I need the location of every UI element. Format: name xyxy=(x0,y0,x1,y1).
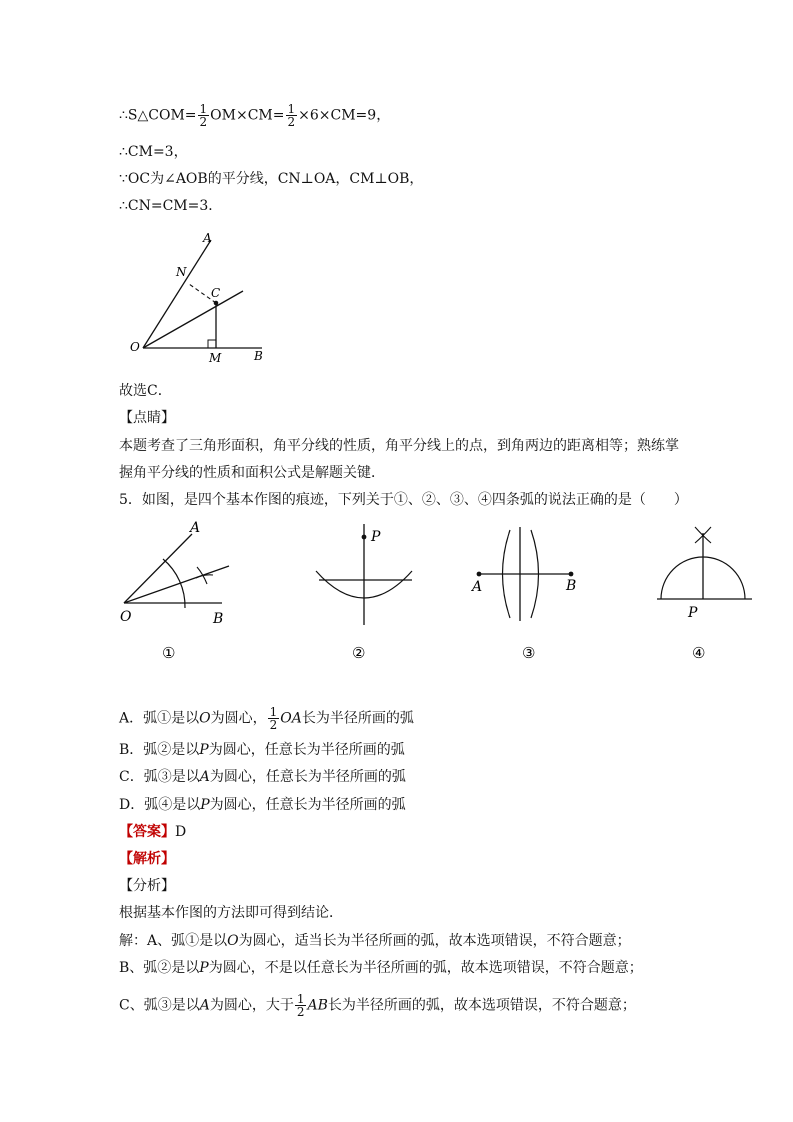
var: OA xyxy=(280,710,302,727)
figure-caption: ② xyxy=(352,644,366,662)
figure-caption: ④ xyxy=(692,644,706,662)
option-c xyxy=(119,768,406,786)
figure-caption: ① xyxy=(162,644,176,662)
text: OM×CM= xyxy=(210,107,285,124)
label-b: B xyxy=(566,578,577,594)
text: 为圆心，不是以任意长为半径所画的弧，故本选项错误，不符合题意； xyxy=(208,960,643,976)
fraction-num: 1 xyxy=(296,992,305,1006)
text: ×6×CM=9， xyxy=(298,107,391,124)
solution-line-2: ∴CM=3， xyxy=(119,144,188,160)
text: 为圆心，任意长为半径所画的弧 xyxy=(209,797,406,813)
choose-line: 故选C． xyxy=(119,383,172,399)
text: 为圆心，任意长为半径所画的弧 xyxy=(209,769,406,785)
option-a xyxy=(119,706,414,731)
answer-tag: 【答案】 xyxy=(119,824,175,840)
var: O xyxy=(227,933,239,949)
text: D．弧④是以 xyxy=(119,797,201,813)
construction-figure-2 xyxy=(316,524,412,662)
fraction-num: 1 xyxy=(269,705,278,719)
var: P xyxy=(199,742,209,758)
label-a: A xyxy=(190,520,201,536)
fraction-den: 2 xyxy=(199,115,208,129)
analysis-line xyxy=(119,850,175,868)
bisector-ray xyxy=(124,566,229,603)
var: P xyxy=(199,960,209,976)
point-b xyxy=(569,572,574,577)
text: A．弧①是以 xyxy=(119,710,200,727)
answer-value: D xyxy=(175,824,187,840)
analysis-tag: 【解析】 xyxy=(119,851,175,867)
comment-tag: 【点睛】 xyxy=(119,410,175,426)
fraction-den: 2 xyxy=(296,1005,305,1019)
construction-figure-3 xyxy=(470,527,576,662)
fenxi-text: 根据基本作图的方法即可得到结论． xyxy=(119,905,343,921)
comment-line-2: 握角平分线的性质和面积公式是解题关键． xyxy=(119,465,385,481)
fraction-den: 2 xyxy=(287,115,296,129)
solution-line-3: ∵OC为∠AOB的平分线，CN⊥OA，CM⊥OB， xyxy=(119,171,424,187)
fraction-num: 1 xyxy=(199,102,208,116)
text: B．弧②是以 xyxy=(119,742,200,758)
text: B、弧②是以 xyxy=(119,960,200,976)
var: O xyxy=(199,710,211,727)
option-d xyxy=(119,796,406,814)
solution-c xyxy=(119,993,636,1018)
text: 为圆心，大于 xyxy=(209,997,294,1014)
label-c: C xyxy=(211,286,221,300)
label-p: P xyxy=(688,605,698,621)
construction-figure-1 xyxy=(120,520,229,662)
label-o: O xyxy=(130,340,140,354)
fraction-num: 1 xyxy=(287,102,296,116)
var: A xyxy=(199,769,210,785)
figure-caption: ③ xyxy=(522,644,536,662)
label-p: P xyxy=(371,529,381,545)
label-b: B xyxy=(213,611,224,627)
label-n: N xyxy=(176,265,187,279)
text: 为圆心，任意长为半径所画的弧 xyxy=(208,742,405,758)
arc-center-o xyxy=(163,559,185,608)
var: AB xyxy=(307,997,328,1014)
fenxi-tag: 【分析】 xyxy=(119,878,175,894)
text: 为圆心， xyxy=(210,710,267,727)
text: C．弧③是以 xyxy=(119,769,200,785)
point-p xyxy=(362,535,367,540)
text: ∴S△COM= xyxy=(119,107,197,124)
option-b xyxy=(119,741,405,759)
var: A xyxy=(199,997,210,1014)
text: 长为半径所画的弧，故本选项错误，不符合题意； xyxy=(327,997,636,1014)
solution-b xyxy=(119,959,643,977)
fraction xyxy=(295,993,307,1018)
point-a xyxy=(477,572,482,577)
label-a: A xyxy=(472,579,483,595)
text: 长为半径所画的弧 xyxy=(301,710,414,727)
solution-line-4: ∴CN=CM=3． xyxy=(119,198,223,214)
construction-figure-4 xyxy=(657,527,752,662)
fraction xyxy=(268,706,280,731)
text: 为圆心，适当长为半径所画的弧，故本选项错误，不符合题意； xyxy=(238,933,631,949)
label-b: B xyxy=(254,349,263,363)
text: C、弧③是以 xyxy=(119,997,200,1014)
comment-line-1: 本题考查了三角形面积，角平分线的性质，角平分线上的点，到角两边的距离相等；熟练掌 xyxy=(119,438,679,454)
question-5-stem: 5．如图，是四个基本作图的痕迹，下列关于①、②、③、④四条弧的说法正确的是（ ） xyxy=(119,492,688,508)
label-o: O xyxy=(120,609,132,625)
solution-a xyxy=(119,932,631,950)
label-a: A xyxy=(203,231,212,245)
ray-oa xyxy=(124,534,192,603)
fraction-den: 2 xyxy=(269,718,278,732)
answer-line xyxy=(119,823,186,841)
text: 解：A、弧①是以 xyxy=(119,933,228,949)
label-m: M xyxy=(209,351,222,365)
var: P xyxy=(200,797,210,813)
